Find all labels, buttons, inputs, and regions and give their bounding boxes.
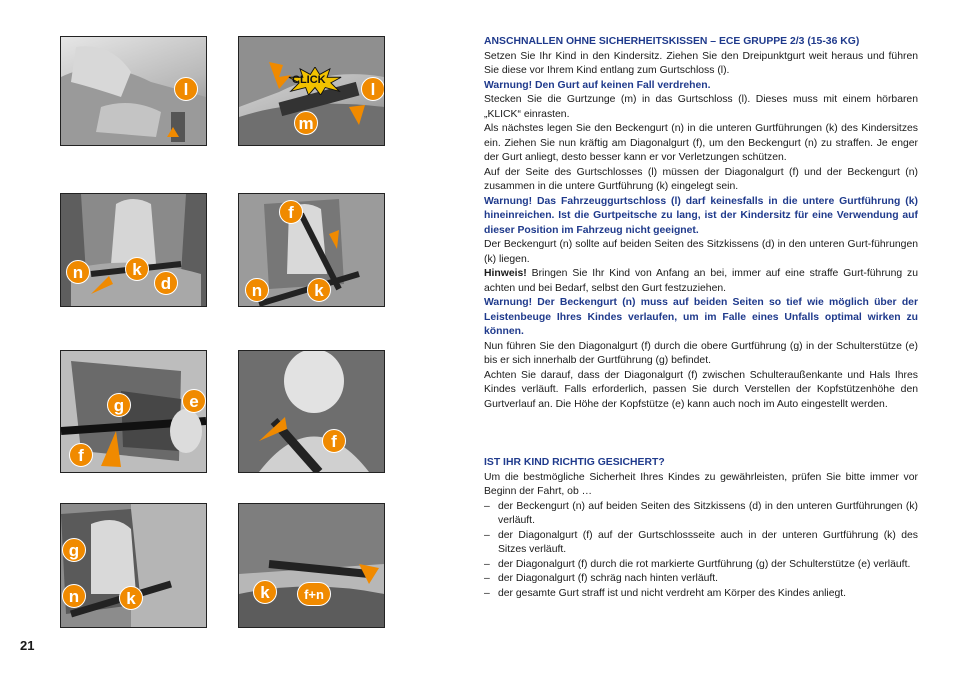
list-item-text: der Diagonalgurt (f) schräg nach hinten verläuft. bbox=[498, 573, 719, 584]
figure-7 bbox=[60, 503, 207, 628]
label-f: f bbox=[69, 443, 93, 467]
figure-3 bbox=[60, 193, 207, 307]
section2-heading: IST IHR KIND RICHTIG GESICHERT? bbox=[484, 457, 665, 468]
label-g: g bbox=[107, 393, 131, 417]
label-l: l bbox=[361, 77, 385, 101]
label-l: l bbox=[174, 77, 198, 101]
label-f: f bbox=[322, 429, 346, 453]
paragraph: Nun führen Sie den Diagonalgurt (f) durch die obere Gurtführung (g) in der Schulterstütze (e) bis er sich innerhalb der Gurtführung (g) befindet. bbox=[484, 340, 918, 366]
figure-8 bbox=[238, 503, 385, 628]
instruction-text bbox=[484, 35, 918, 601]
label-n: n bbox=[245, 278, 269, 302]
label-g: g bbox=[62, 538, 86, 562]
hint-label: Hinweis! bbox=[484, 268, 527, 279]
paragraph: Um die bestmögliche Sicherheit Ihres Kindes zu gewährleisten, prüfen Sie bitte immer vor Beginn der Fahrt, ob … bbox=[484, 471, 918, 497]
list-item bbox=[484, 500, 918, 529]
figure-2 bbox=[238, 36, 385, 146]
hint-paragraph bbox=[484, 267, 918, 296]
warning: Warnung! Der Beckengurt (n) muss auf beiden Seiten so tief wie möglich über der Leistenbeuge Ihres Kindes verlaufen, um im Falle eines Unfalls optimal wirken zu können. bbox=[484, 297, 918, 337]
label-n: n bbox=[66, 260, 90, 284]
dash: – bbox=[484, 587, 490, 599]
label-f-plus-n: f+n bbox=[297, 582, 331, 606]
label-n: n bbox=[62, 584, 86, 608]
list-item-text: der Beckengurt (n) auf beiden Seiten des Sitzkissens (d) in den unteren Gurtführungen (k) verläuft. bbox=[498, 500, 918, 526]
figure-3-illustration bbox=[61, 194, 206, 306]
list-item bbox=[484, 529, 918, 558]
warning: Warnung! Den Gurt auf keinen Fall verdrehen. bbox=[484, 79, 711, 91]
list-item-text: der Diagonalgurt (f) durch die rot markierte Gurtführung (g) der Schulterstütze (e) verläuft. bbox=[498, 558, 911, 570]
label-f: f bbox=[279, 200, 303, 224]
label-k: k bbox=[253, 580, 277, 604]
figure-4 bbox=[238, 193, 385, 307]
paragraph: Achten Sie darauf, dass der Diagonalgurt (f) zwischen Schulteraußenkante und Hals Ihres Kindes verläuft. Falls erforderlich, passen Sie durch Verstellen der Kopfstützenhöhe den Gurtverlauf an. Die Höhe der Kopfstütze (e) kann auch noch im Auto eingestellt werden. bbox=[484, 369, 918, 410]
list-item bbox=[484, 587, 918, 602]
dash: – bbox=[484, 529, 490, 541]
label-k: k bbox=[125, 257, 149, 281]
checklist bbox=[484, 500, 918, 602]
paragraph: Stecken Sie die Gurtzunge (m) in das Gurtschloss (l). Dieses muss mit einem hörbaren „KLICK“ einrasten. bbox=[484, 94, 918, 120]
label-k: k bbox=[119, 586, 143, 610]
section1-heading: ANSCHNALLEN OHNE SICHERHEITSKISSEN – ECE GRUPPE 2/3 (15-36 KG) bbox=[484, 36, 860, 47]
figure-6-illustration bbox=[239, 351, 384, 472]
dash: – bbox=[484, 573, 490, 584]
spacer bbox=[484, 412, 918, 456]
paragraph: Setzen Sie Ihr Kind in den Kindersitz. Ziehen Sie den Dreipunktgurt weit heraus und führen Sie diese vor Ihrem Kind entlang zum Gurtschloss (l). bbox=[484, 50, 918, 76]
dash: – bbox=[484, 558, 490, 570]
paragraph: Der Beckengurt (n) sollte auf beiden Seiten des Sitzkissens (d) in den unteren Gurt-führungen (k) liegen. bbox=[484, 239, 918, 265]
dash: – bbox=[484, 500, 490, 512]
paragraph: Auf der Seite des Gurtschlosses (l) müssen der Diagonalgurt (f) und der Beckengurt (n) zusammen in die untere Gurtführung (k) eingelegt sein. bbox=[484, 166, 918, 192]
figure-8-illustration bbox=[239, 504, 384, 627]
label-d: d bbox=[154, 271, 178, 295]
warning: Warnung! Das Fahrzeuggurtschloss (l) darf keinesfalls in die untere Gurtführung (k) hineinreichen. Ist die Gurtpeitsche zu lang, ist der Kindersitz für eine Verwendung auf dieser Position im Fahrzeug nicht geeignet. bbox=[484, 195, 918, 236]
figure-1 bbox=[60, 36, 207, 146]
label-k: k bbox=[307, 278, 331, 302]
list-item-text: der gesamte Gurt straff ist und nicht verdreht am Körper des Kindes anliegt. bbox=[498, 587, 847, 599]
label-e: e bbox=[182, 389, 206, 413]
label-m: m bbox=[294, 111, 318, 135]
page-number: 21 bbox=[20, 638, 35, 653]
list-item bbox=[484, 558, 918, 573]
list-item bbox=[484, 572, 918, 587]
list-item-text: der Diagonalgurt (f) auf der Gurtschlossseite auch in der unteren Gurtführung (k) des Sitzes verläuft. bbox=[498, 529, 918, 555]
click-text: CLICK bbox=[292, 74, 326, 86]
hint-text: Bringen Sie Ihr Kind von Anfang an bei, immer auf eine straffe Gurt-führung zu achten und bei Bedarf, selbst den Gurt festzuziehen. bbox=[484, 268, 918, 294]
figure-5 bbox=[60, 350, 207, 473]
figure-6 bbox=[238, 350, 385, 473]
paragraph: Als nächstes legen Sie den Beckengurt (n) in die unteren Gurtführungen (k) des Kindersitzes ein. Ziehen Sie nun kräftig am Diagonalgurt (f), um den Beckengurt (n) zu straffen. Je enger der Gurt anliegt, desto besser kann er vor Verletzungen schützen. bbox=[484, 123, 918, 163]
